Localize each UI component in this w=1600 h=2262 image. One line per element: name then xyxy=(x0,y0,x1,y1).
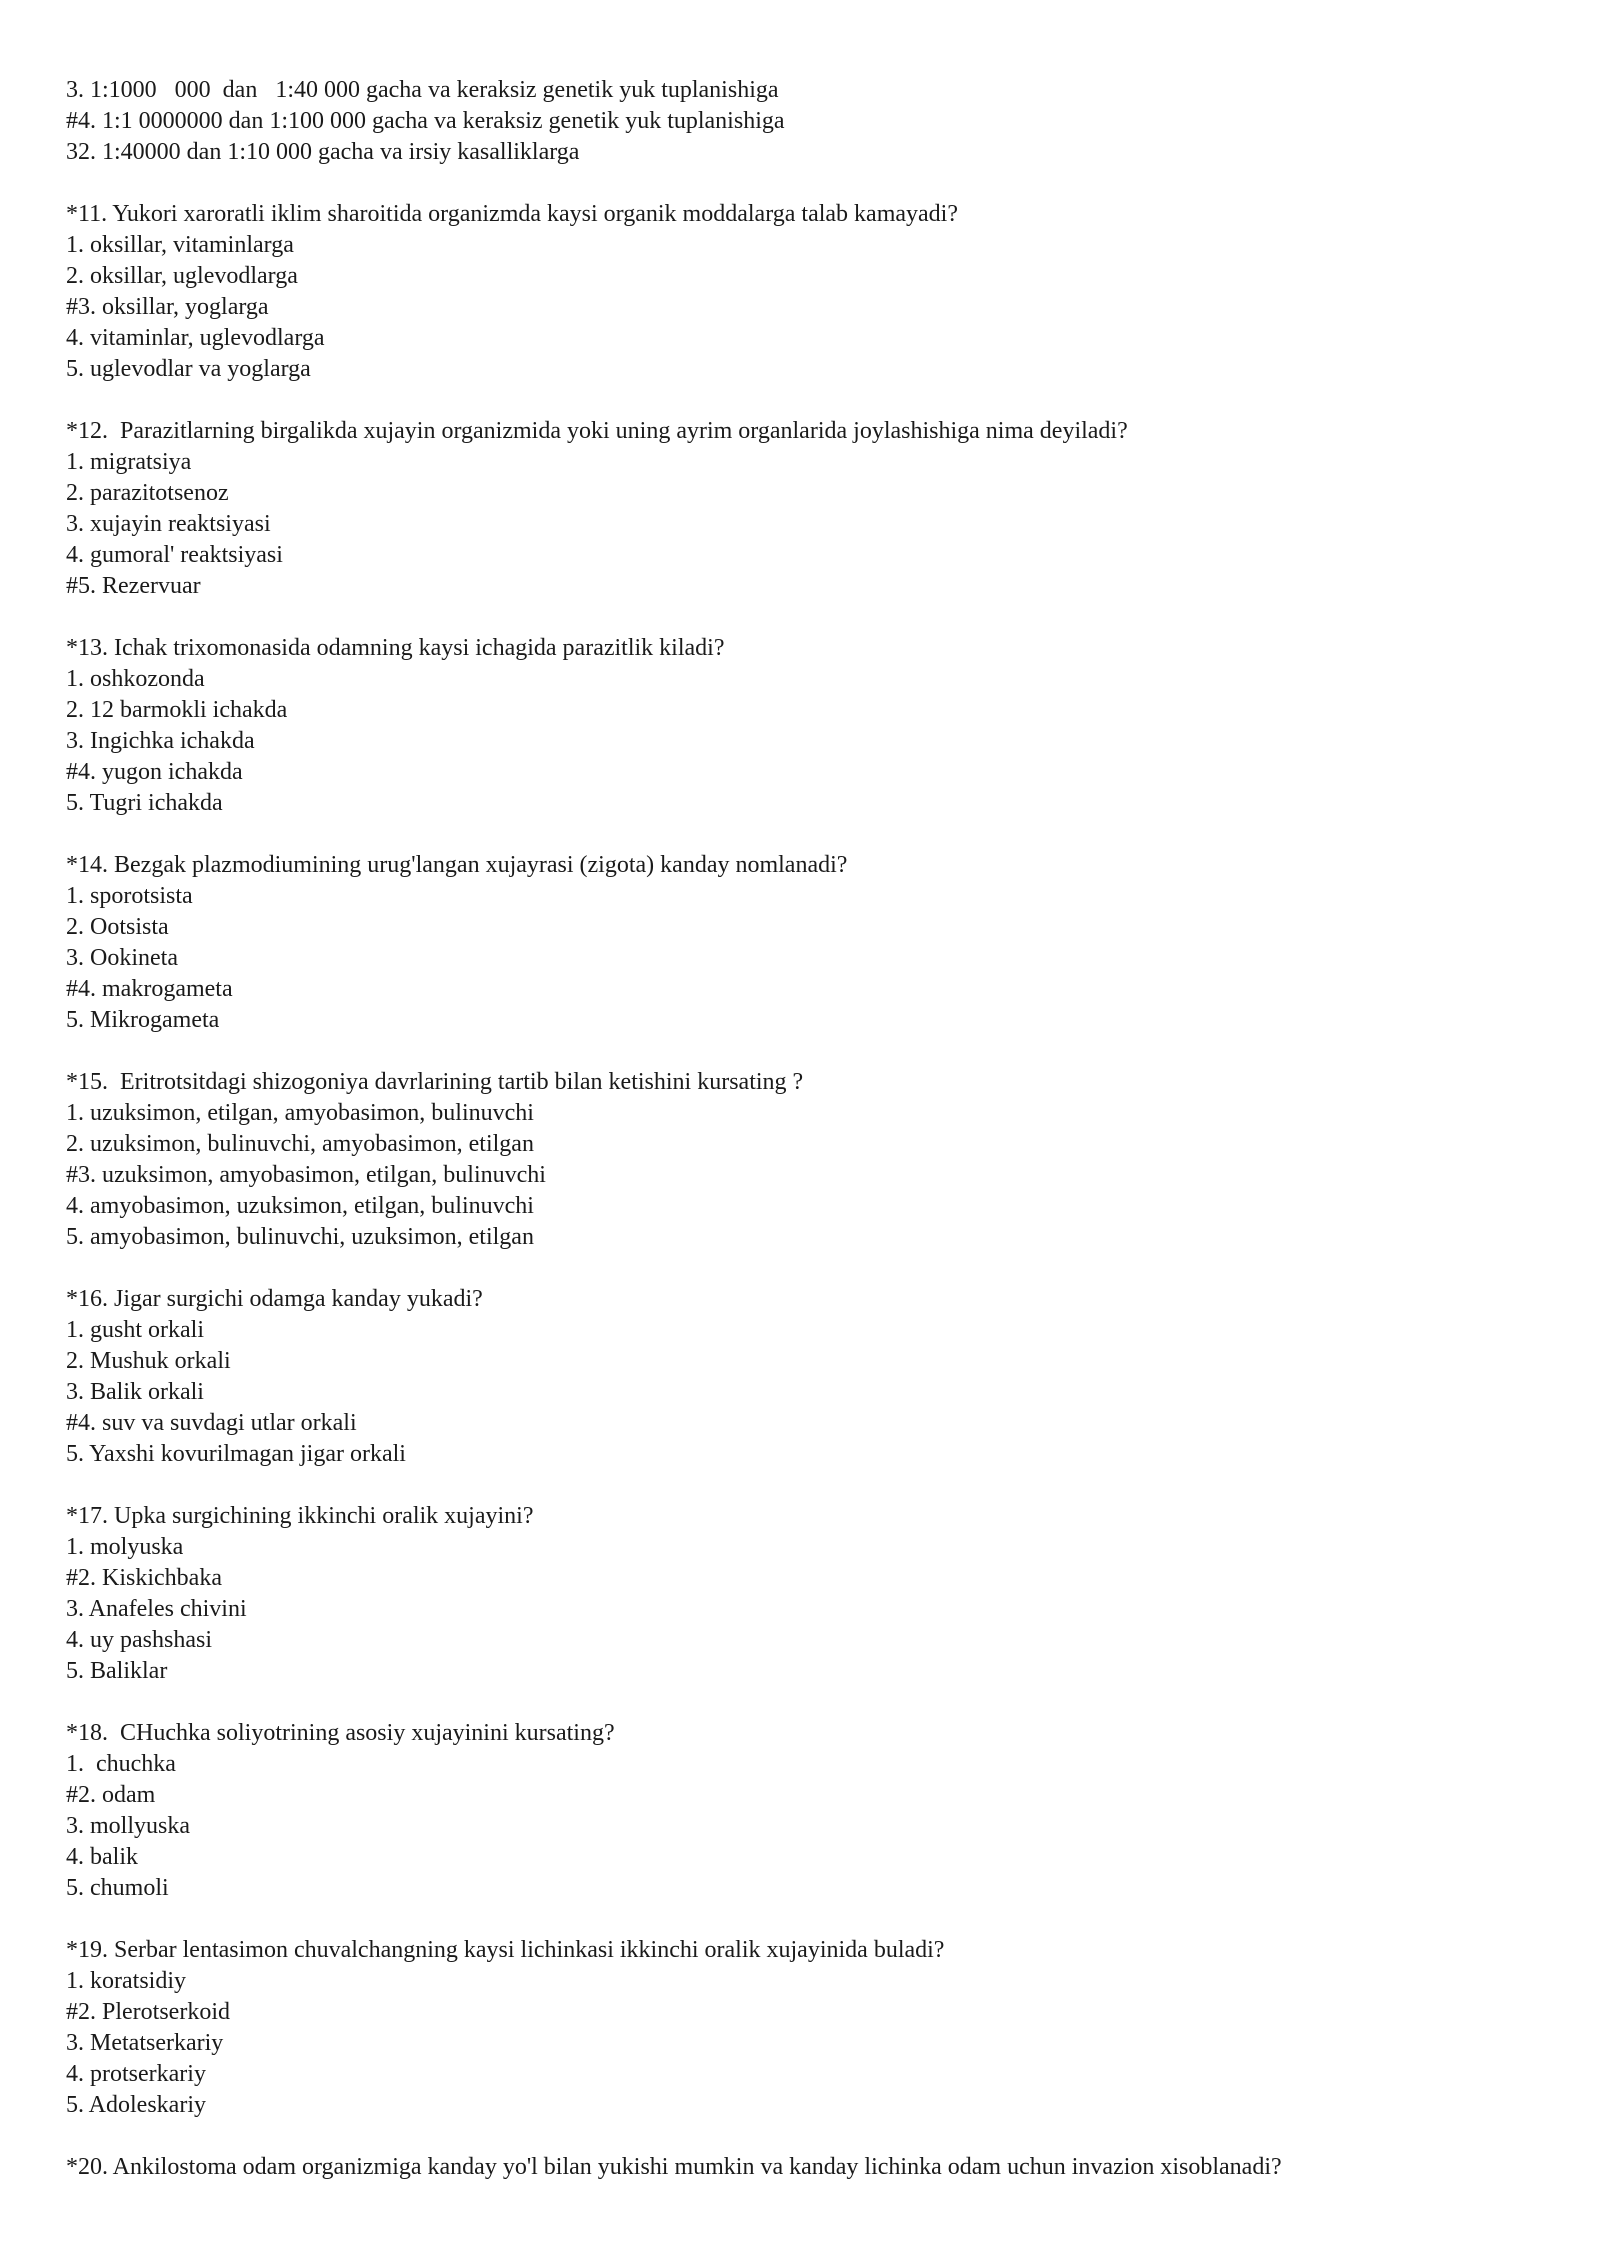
question-text: *17. Upka surgichining ikkinchi oralik xujayini? xyxy=(66,1503,534,1529)
option-line: #4. yugon ichakda xyxy=(66,759,243,785)
option-line: 1. koratsidiy xyxy=(66,1968,186,1994)
question-text: *11. Yukori xaroratli iklim sharoitida organizmda kaysi organik moddalarga talab kamayadi? xyxy=(66,201,958,227)
option-line: 4. amyobasimon, uzuksimon, etilgan, bulinuvchi xyxy=(66,1193,534,1219)
option-line: 3. Ingichka ichakda xyxy=(66,728,255,754)
option-line: 2. parazitotsenoz xyxy=(66,480,229,506)
question-block-14 xyxy=(66,850,1546,1036)
spacer xyxy=(66,168,1546,199)
option-line: 5. Tugri ichakda xyxy=(66,790,223,816)
option-line: 1. chuchka xyxy=(66,1751,176,1777)
question-block-19 xyxy=(66,1935,1546,2121)
option-line: 4. gumoral' reaktsiyasi xyxy=(66,542,283,568)
lead-options-block xyxy=(66,75,1546,168)
option-line: #4. 1:1 0000000 dan 1:100 000 gacha va keraksiz genetik yuk tuplanishiga xyxy=(66,108,785,134)
option-line: 3. Metatserkariy xyxy=(66,2030,224,2056)
option-line: #3. oksillar, yoglarga xyxy=(66,294,269,320)
option-line: #5. Rezervuar xyxy=(66,573,201,599)
option-line: 2. Mushuk orkali xyxy=(66,1348,231,1374)
option-line: 5. Adoleskariy xyxy=(66,2092,206,2118)
option-line: 5. amyobasimon, bulinuvchi, uzuksimon, etilgan xyxy=(66,1224,534,1250)
option-line: 5. uglevodlar va yoglarga xyxy=(66,356,311,382)
option-line: 4. uy pashshasi xyxy=(66,1627,212,1653)
spacer xyxy=(66,1036,1546,1067)
option-line: 5. Mikrogameta xyxy=(66,1007,220,1033)
question-text: *20. Ankilostoma odam organizmiga kanday yo'l bilan yukishi mumkin va kanday lichinka odam uchun invazion xisoblanadi? xyxy=(66,2154,1282,2180)
option-line: 5. Yaxshi kovurilmagan jigar orkali xyxy=(66,1441,406,1467)
question-text: *18. CHuchka soliyotrining asosiy xujayinini kursating? xyxy=(66,1720,615,1746)
option-line: 3. Ookineta xyxy=(66,945,178,971)
option-line: 1. molyuska xyxy=(66,1534,184,1560)
spacer xyxy=(66,1253,1546,1284)
option-line: 2. oksillar, uglevodlarga xyxy=(66,263,298,289)
option-line: 3. xujayin reaktsiyasi xyxy=(66,511,271,537)
spacer xyxy=(66,385,1546,416)
option-line: 1. oshkozonda xyxy=(66,666,205,692)
option-line: 2. Ootsista xyxy=(66,914,169,940)
option-line: #2. odam xyxy=(66,1782,156,1808)
option-line: 1. migratsiya xyxy=(66,449,192,475)
option-line: 2. 12 barmokli ichakda xyxy=(66,697,288,723)
spacer xyxy=(66,819,1546,850)
question-text: *14. Bezgak plazmodiumining urug'langan xujayrasi (zigota) kanday nomlanadi? xyxy=(66,852,848,878)
option-line: 4. protserkariy xyxy=(66,2061,206,2087)
question-text: *15. Eritrotsitdagi shizogoniya davrlarining tartib bilan ketishini kursating ? xyxy=(66,1069,804,1095)
question-block-20 xyxy=(66,2152,1546,2183)
option-line: 1. sporotsista xyxy=(66,883,193,909)
option-line: 1. uzuksimon, etilgan, amyobasimon, bulinuvchi xyxy=(66,1100,534,1126)
option-line: 5. chumoli xyxy=(66,1875,169,1901)
option-line: 5. Baliklar xyxy=(66,1658,168,1684)
option-line: 3. Balik orkali xyxy=(66,1379,204,1405)
question-text: *16. Jigar surgichi odamga kanday yukadi? xyxy=(66,1286,483,1312)
question-block-15 xyxy=(66,1067,1546,1253)
document-page xyxy=(66,75,1546,2183)
question-block-18 xyxy=(66,1718,1546,1904)
option-line: #4. suv va suvdagi utlar orkali xyxy=(66,1410,357,1436)
option-line: 1. gusht orkali xyxy=(66,1317,204,1343)
question-block-13 xyxy=(66,633,1546,819)
spacer xyxy=(66,1687,1546,1718)
option-line: #2. Plerotserkoid xyxy=(66,1999,230,2025)
spacer xyxy=(66,2121,1546,2152)
question-text: *19. Serbar lentasimon chuvalchangning kaysi lichinkasi ikkinchi oralik xujayinida buladi? xyxy=(66,1937,945,1963)
option-line: #3. uzuksimon, amyobasimon, etilgan, bulinuvchi xyxy=(66,1162,546,1188)
spacer xyxy=(66,602,1546,633)
option-line: 4. vitaminlar, uglevodlarga xyxy=(66,325,325,351)
question-text: *12. Parazitlarning birgalikda xujayin organizmida yoki uning ayrim organlarida joylashishiga nima deyiladi? xyxy=(66,418,1128,444)
option-line: 4. balik xyxy=(66,1844,138,1870)
question-block-16 xyxy=(66,1284,1546,1470)
question-block-11 xyxy=(66,199,1546,385)
option-line: 32. 1:40000 dan 1:10 000 gacha va irsiy kasalliklarga xyxy=(66,139,580,165)
option-line: #2. Kiskichbaka xyxy=(66,1565,222,1591)
question-block-12 xyxy=(66,416,1546,602)
question-block-17 xyxy=(66,1501,1546,1687)
spacer xyxy=(66,1904,1546,1935)
option-line: 1. oksillar, vitaminlarga xyxy=(66,232,294,258)
option-line: #4. makrogameta xyxy=(66,976,233,1002)
option-line: 2. uzuksimon, bulinuvchi, amyobasimon, etilgan xyxy=(66,1131,534,1157)
option-line: 3. 1:1000 000 dan 1:40 000 gacha va keraksiz genetik yuk tuplanishiga xyxy=(66,77,779,103)
spacer xyxy=(66,1470,1546,1501)
question-text: *13. Ichak trixomonasida odamning kaysi ichagida parazitlik kiladi? xyxy=(66,635,725,661)
option-line: 3. mollyuska xyxy=(66,1813,190,1839)
option-line: 3. Anafeles chivini xyxy=(66,1596,247,1622)
